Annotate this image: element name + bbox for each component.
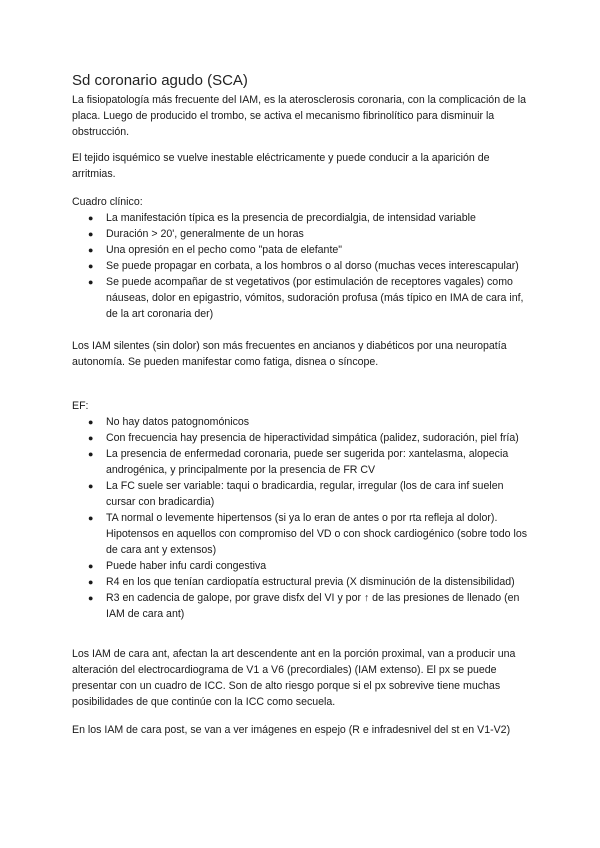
list-item	[72, 414, 530, 430]
list-item-text: TA normal o levemente hipertensos (si ya lo eran de antes o por rta refleja al dolor). Hipotensos en aquellos con compromiso del VD o con shock cardiogénico (sobre todo los de cara ant y extensos)	[106, 512, 528, 556]
list-item-text: La FC suele ser variable: taqui o bradicardia, regular, irregular (los de cara inf suelen cursar con bradicardia)	[106, 480, 504, 508]
bullet-icon: ●	[88, 277, 94, 287]
list-item	[72, 590, 530, 622]
list-item-text: Duración > 20', generalmente de un horas	[106, 228, 304, 240]
intro-paragraph-2	[72, 150, 530, 182]
clinical-label: Cuadro clínico:	[72, 196, 143, 208]
silent-paragraph	[72, 338, 530, 370]
list-item-text: No hay datos patognomónicos	[106, 416, 250, 428]
bullet-icon: ●	[88, 213, 94, 223]
list-item	[72, 242, 530, 258]
list-item-text: Se puede propagar en corbata, a los hombros o al dorso (muchas veces interescapular)	[106, 260, 519, 272]
bullet-icon: ●	[88, 433, 94, 443]
list-item	[72, 446, 530, 478]
list-item-text: Una opresión en el pecho como "pata de elefante"	[106, 244, 343, 256]
list-item-text: R4 en los que tenían cardiopatía estructural previa (X disminución de la distensibilidad)	[106, 576, 515, 588]
list-item	[72, 478, 530, 510]
bullet-icon: ●	[88, 245, 94, 255]
list-item	[72, 210, 530, 226]
list-item	[72, 510, 530, 558]
posterior-paragraph	[72, 722, 530, 738]
ef-label: EF:	[72, 400, 89, 412]
silent-text: Los IAM silentes (sin dolor) son más frecuentes en ancianos y diabéticos por una neuropatía autonomía. Se pueden manifestar como fatiga, disnea o síncope.	[72, 340, 507, 368]
list-item	[72, 226, 530, 242]
bullet-icon: ●	[88, 513, 94, 523]
clinical-list	[72, 210, 530, 322]
list-item	[72, 558, 530, 574]
list-item-text: R3 en cadencia de galope, por grave disfx del VI y por ↑ de las presiones de llenado (en IAM de cara ant)	[106, 592, 520, 620]
list-item	[72, 430, 530, 446]
list-item	[72, 274, 530, 322]
anterior-paragraph	[72, 646, 530, 710]
bullet-icon: ●	[88, 449, 94, 459]
list-item-text: Se puede acompañar de st vegetativos (por estimulación de receptores vagales) como náuseas, dolor en epigastrio, vómitos, sudoración profusa (más típico en IMA de cara inf, de la art coronaria der)	[106, 276, 524, 320]
list-item-text: Puede haber infu cardi congestiva	[106, 560, 267, 572]
list-item-text: La manifestación típica es la presencia de precordialgia, de intensidad variable	[106, 212, 476, 224]
bullet-icon: ●	[88, 593, 94, 603]
list-item	[72, 574, 530, 590]
ef-list	[72, 414, 530, 622]
clinical-section	[72, 194, 530, 322]
list-item-text: Con frecuencia hay presencia de hiperactividad simpática (palidez, sudoración, piel fría)	[106, 432, 519, 444]
ef-section	[72, 398, 530, 622]
list-item	[72, 258, 530, 274]
bullet-icon: ●	[88, 561, 94, 571]
page-title: Sd coronario agudo (SCA)	[72, 72, 248, 89]
bullet-icon: ●	[88, 577, 94, 587]
bullet-icon: ●	[88, 481, 94, 491]
posterior-text: En los IAM de cara post, se van a ver imágenes en espejo (R e infradesnivel del st en V1-V2)	[72, 724, 511, 736]
bullet-icon: ●	[88, 261, 94, 271]
intro-paragraph-1	[72, 92, 530, 140]
bullet-icon: ●	[88, 229, 94, 239]
intro-text-1: La fisiopatología más frecuente del IAM, es la aterosclerosis coronaria, con la complicación de la placa. Luego de producido el trombo, se activa el mecanismo fibrinolítico para disminuir la obstrucción.	[72, 94, 527, 138]
intro-text-2: El tejido isquémico se vuelve inestable eléctricamente y puede conducir a la aparición de arritmias.	[72, 152, 490, 180]
list-item-text: La presencia de enfermedad coronaria, puede ser sugerida por: xantelasma, alopecia androgénica, y principalmente por la presencia de FR CV	[106, 448, 509, 476]
anterior-text: Los IAM de cara ant, afectan la art descendente ant en la porción proximal, van a producir una alteración del electrocardiograma de V1 a V6 (precordiales) (IAM extenso). El px se puede presentar con un cuadro de ICC. Son de alto riesgo porque si el px sobrevive tiene muchas posibilidades de que continúe con la ICC como secuela.	[72, 648, 516, 708]
bullet-icon: ●	[88, 417, 94, 427]
